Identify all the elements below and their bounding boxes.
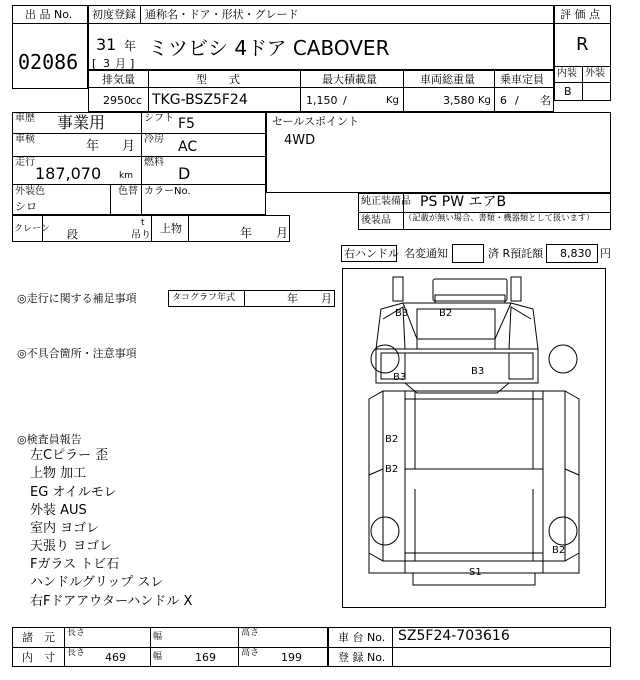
capacity-value: 6 bbox=[500, 94, 507, 107]
reg-month-unit: 月 bbox=[115, 57, 126, 70]
inspection-label: 車検 bbox=[15, 134, 35, 145]
max-load-label: 最大積載量 bbox=[322, 73, 377, 86]
report-line: ハンドルグリップ スレ bbox=[30, 575, 164, 590]
reg-year-unit: 年 bbox=[124, 39, 137, 53]
crane-hang: 吊り bbox=[131, 230, 151, 241]
gross-weight-value: 3,580 bbox=[443, 94, 475, 107]
reg-year: 31 bbox=[96, 35, 117, 54]
max-load-value: 1,150 bbox=[306, 94, 338, 107]
report-line: EG オイルモレ bbox=[30, 485, 117, 500]
sales-point-text: 4WD bbox=[284, 133, 316, 148]
max-load-sep: / bbox=[343, 94, 347, 107]
interior-grade: B bbox=[564, 85, 572, 98]
height-label: 高さ bbox=[241, 628, 260, 638]
capacity-unit: 名 bbox=[540, 94, 551, 107]
model-type-value: TKG-BSZ5F24 bbox=[152, 92, 248, 108]
damage-mark: B3 bbox=[395, 308, 409, 319]
driving-notes-heading: ◎走行に関する補足事項 bbox=[17, 292, 137, 305]
first-reg-label: 初度登録 bbox=[92, 8, 136, 21]
report-line: 外装 AUS bbox=[30, 503, 87, 518]
inner-width-label: 幅 bbox=[153, 652, 163, 662]
fuel-label: 燃料 bbox=[144, 157, 164, 168]
mileage-value: 187,070 bbox=[35, 164, 102, 183]
lot-number: 02086 bbox=[18, 50, 79, 74]
defects-heading: ◎不具合箇所・注意事項 bbox=[17, 347, 137, 360]
report-line: 天張り ヨゴレ bbox=[30, 539, 113, 554]
capacity-sep: / bbox=[515, 94, 519, 107]
max-load-unit: Kg bbox=[386, 95, 399, 106]
bed-year: 年 bbox=[240, 226, 253, 240]
model-type-label: 型 式 bbox=[196, 73, 240, 86]
gross-weight-unit: Kg bbox=[478, 95, 491, 106]
damage-mark: B2 bbox=[385, 464, 399, 475]
displacement-label: 排気量 bbox=[102, 73, 135, 86]
fuel-value: D bbox=[178, 164, 191, 183]
inspection-month-unit: 月 bbox=[122, 139, 136, 154]
model-name: ミツビシ 4ドア CABOVER bbox=[148, 36, 390, 60]
chassis-number: SZ5F24-703616 bbox=[398, 628, 510, 644]
report-line: Fガラス トビ石 bbox=[30, 557, 120, 572]
recycle-unit: 円 bbox=[600, 247, 611, 260]
tachograph-label: タコグラフ年式 bbox=[172, 293, 236, 303]
inner-label: 内 寸 bbox=[22, 651, 55, 664]
name-change-label: 名変通知 bbox=[404, 247, 448, 260]
inspector-report-heading: ◎検査員報告 bbox=[17, 433, 82, 446]
dims-label: 諸 元 bbox=[22, 631, 55, 644]
ext-color-label: 外装色 bbox=[15, 186, 45, 197]
equipment-label: 純正装備品 bbox=[361, 196, 411, 207]
report-line: 右Fドアアウターハンドル X bbox=[30, 594, 193, 609]
width-label: 幅 bbox=[153, 632, 163, 642]
reg-month: 3 bbox=[103, 57, 110, 70]
report-line: 上物 加工 bbox=[30, 466, 87, 481]
damage-mark: S1 bbox=[469, 567, 482, 578]
recycle-value: 8,830 bbox=[560, 247, 592, 260]
report-line: 左Cピラー 歪 bbox=[30, 448, 109, 463]
inspection-year-unit: 年 bbox=[86, 139, 100, 154]
interior-label: 内装 bbox=[557, 68, 577, 79]
name-label: 通称名・ドア・形状・グレード bbox=[145, 8, 299, 21]
aftermarket-label: 後装品 bbox=[361, 215, 391, 226]
equipment-value: PS PW エアB bbox=[420, 194, 507, 210]
shift-value: F5 bbox=[178, 116, 195, 132]
gross-weight-label: 車両総重量 bbox=[420, 73, 475, 86]
mileage-label: 走行 bbox=[15, 157, 35, 168]
history-label: 車歴 bbox=[15, 113, 35, 124]
rating-label: 評 価 点 bbox=[560, 8, 600, 21]
capacity-label: 乗車定員 bbox=[500, 73, 544, 86]
bed-label: 上物 bbox=[160, 222, 182, 235]
tacho-year: 年 bbox=[287, 292, 298, 305]
truck-outline bbox=[343, 269, 605, 607]
tacho-month: 月 bbox=[321, 292, 332, 305]
aftermarket-note: （記載が無い場合、書類・機器類として扱います） bbox=[404, 214, 595, 224]
recycle-label: 済 R預託額 bbox=[488, 247, 544, 260]
exterior-label: 外装 bbox=[585, 68, 605, 79]
ac-label: 冷房 bbox=[144, 134, 164, 145]
history-value: 事業用 bbox=[57, 113, 106, 132]
bed-month: 月 bbox=[276, 226, 289, 240]
inner-length: 469 bbox=[105, 651, 126, 664]
sales-point-label: セールスポイント bbox=[272, 115, 360, 128]
inner-height: 199 bbox=[281, 651, 302, 664]
damage-mark: B3 bbox=[471, 366, 485, 377]
inner-height-label: 高さ bbox=[241, 648, 260, 658]
crane-step: 段 bbox=[67, 228, 78, 241]
ac-value: AC bbox=[178, 139, 198, 155]
inner-width: 169 bbox=[195, 651, 216, 664]
lot-label: 出 品 No. bbox=[25, 8, 73, 21]
crane-t: t bbox=[141, 218, 145, 228]
shift-label: シフト bbox=[144, 113, 174, 124]
length-label: 長さ bbox=[67, 628, 86, 638]
inner-length-label: 長さ bbox=[67, 648, 86, 658]
displacement-value: 2950 bbox=[103, 94, 131, 107]
rhd-label: 右ハンドル bbox=[344, 247, 399, 260]
report-line: 室内 ヨゴレ bbox=[30, 521, 100, 536]
vehicle-diagram bbox=[342, 268, 606, 608]
color-code-label: カラーNo. bbox=[144, 186, 191, 197]
reg-no-label: 登 録 No. bbox=[338, 651, 386, 664]
chassis-label: 車 台 No. bbox=[338, 631, 386, 644]
damage-mark: B2 bbox=[552, 545, 566, 556]
damage-mark: B2 bbox=[385, 434, 399, 445]
name-change-box bbox=[452, 244, 484, 263]
mileage-unit: km bbox=[119, 171, 133, 181]
color-change-label: 色替 bbox=[118, 186, 138, 197]
crane-label: クレーン bbox=[14, 224, 50, 234]
rating-value: R bbox=[576, 34, 589, 55]
damage-mark: B3 bbox=[393, 372, 407, 383]
damage-mark: B2 bbox=[439, 308, 453, 319]
displacement-unit: cc bbox=[130, 94, 143, 107]
ext-color-value: シロ bbox=[15, 200, 37, 213]
